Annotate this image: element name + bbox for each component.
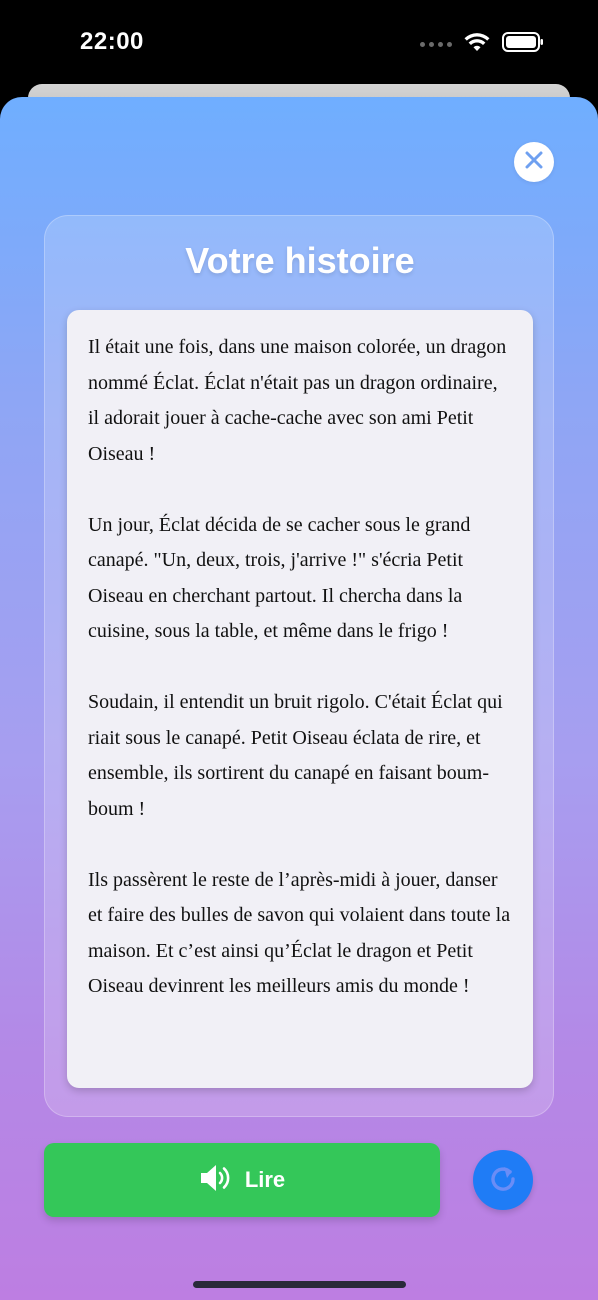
story-paragraph: Soudain, il entendit un bruit rigolo. C'était Éclat qui riait sous le canapé. Petit Oiseau éclata de rire, et ensemble, ils sortirent du canapé en faisant boum-boum !	[88, 691, 503, 820]
status-icons	[420, 32, 544, 57]
read-button-label: Lire	[244, 1167, 286, 1192]
read-button[interactable]	[44, 1143, 440, 1217]
speaker-icon	[199, 1162, 235, 1199]
story-paragraph: Un jour, Éclat décida de se cacher sous le grand canapé. "Un, deux, trois, j'arrive !" s'écria Petit Oiseau en cherchant partout. Il chercha dans la cuisine, sous la table, et même dans le frigo !	[88, 513, 471, 642]
status-time: 22:00	[80, 28, 144, 55]
home-indicator[interactable]	[193, 1281, 406, 1288]
story-text-box	[67, 310, 533, 1088]
wifi-icon	[464, 32, 490, 57]
close-icon	[525, 151, 543, 174]
story-sheet	[0, 97, 598, 1300]
story-card	[44, 215, 554, 1117]
signal-dots-icon	[420, 42, 452, 47]
story-paragraph: Ils passèrent le reste de l’après-midi à jouer, danser et faire des bulles de savon qui volaient dans toute la maison. Et c’est ainsi qu’Éclat le dragon et Petit Oiseau devinrent les meilleurs amis du monde !	[88, 868, 511, 997]
close-button[interactable]	[514, 142, 554, 182]
battery-icon	[502, 32, 544, 57]
status-bar	[0, 0, 598, 90]
page-title: Votre histoire	[185, 240, 415, 281]
story-paragraph: Il était une fois, dans une maison colorée, un dragon nommé Éclat. Éclat n'était pas un dragon ordinaire, il adorait jouer à cache-cache avec son ami Petit Oiseau !	[88, 336, 507, 465]
refresh-button[interactable]	[473, 1150, 533, 1210]
refresh-icon	[487, 1162, 519, 1199]
